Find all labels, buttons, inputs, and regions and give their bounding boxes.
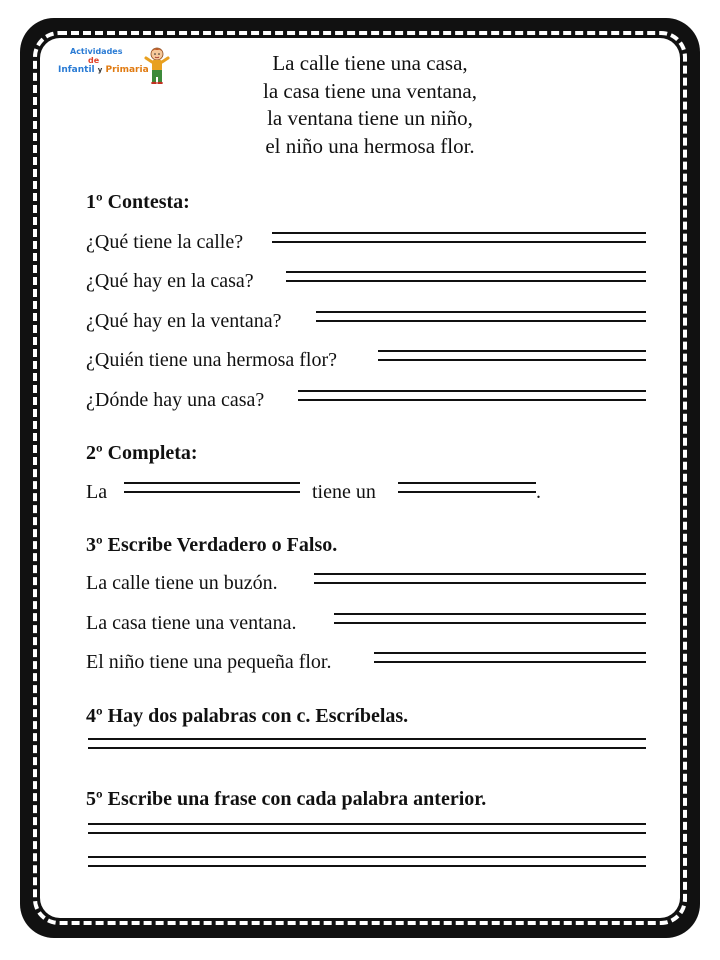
question-5: ¿Dónde hay una casa? [86, 389, 265, 411]
section-5-title: 5º Escribe una frase con cada palabra anterior. [86, 788, 487, 810]
question-1: ¿Qué tiene la calle? [86, 231, 244, 253]
logo-word-infantil: Infantil [58, 65, 95, 75]
complete-blank-2[interactable] [398, 482, 536, 492]
statement-2: La casa tiene una ventana. [86, 612, 297, 634]
sentence-answer-line-2[interactable] [88, 856, 646, 866]
statement-1: La calle tiene un buzón. [86, 572, 278, 594]
true-false-line-1[interactable] [314, 573, 646, 583]
poem-line: el niño una hermosa flor. [265, 133, 475, 158]
section-3-title: 3º Escribe Verdadero o Falso. [86, 534, 338, 556]
answer-line-1[interactable] [272, 232, 646, 242]
complete-blank-1[interactable] [124, 482, 300, 492]
complete-word-tiene-un: tiene un [312, 481, 376, 503]
question-2: ¿Qué hay en la casa? [86, 270, 254, 292]
answer-line-2[interactable] [286, 271, 646, 281]
poem [180, 50, 560, 160]
poem-line: la ventana tiene un niño, [267, 106, 473, 130]
complete-period: . [536, 481, 541, 503]
section-2-title: 2º Completa: [86, 442, 198, 464]
words-answer-line[interactable] [88, 738, 646, 748]
statement-3: El niño tiene una pequeña flor. [86, 651, 332, 673]
true-false-line-2[interactable] [334, 613, 646, 623]
answer-line-5[interactable] [298, 390, 646, 400]
section-1-title: 1º Contesta: [86, 191, 190, 213]
section-4-title: 4º Hay dos palabras con c. Escríbelas. [86, 705, 409, 727]
logo-word-primaria: Primaria [105, 65, 149, 75]
true-false-line-3[interactable] [374, 652, 646, 662]
logo [56, 44, 176, 84]
logo-word-y: y [97, 66, 103, 74]
question-4: ¿Quién tiene una hermosa flor? [86, 349, 338, 371]
child-mascot-icon [144, 46, 170, 84]
answer-line-3[interactable] [316, 311, 646, 321]
question-3: ¿Qué hay en la ventana? [86, 310, 282, 332]
logo-line-3 [58, 66, 149, 75]
worksheet-page [40, 38, 680, 918]
complete-word-la: La [86, 481, 108, 503]
poem-line: La calle tiene una casa, [272, 51, 468, 75]
logo-line-1: Actividades [70, 47, 123, 56]
sentence-answer-line-1[interactable] [88, 823, 646, 833]
poem-line: la casa tiene una ventana, [263, 78, 477, 103]
answer-line-4[interactable] [378, 350, 646, 360]
logo-line-2: de [88, 56, 100, 65]
